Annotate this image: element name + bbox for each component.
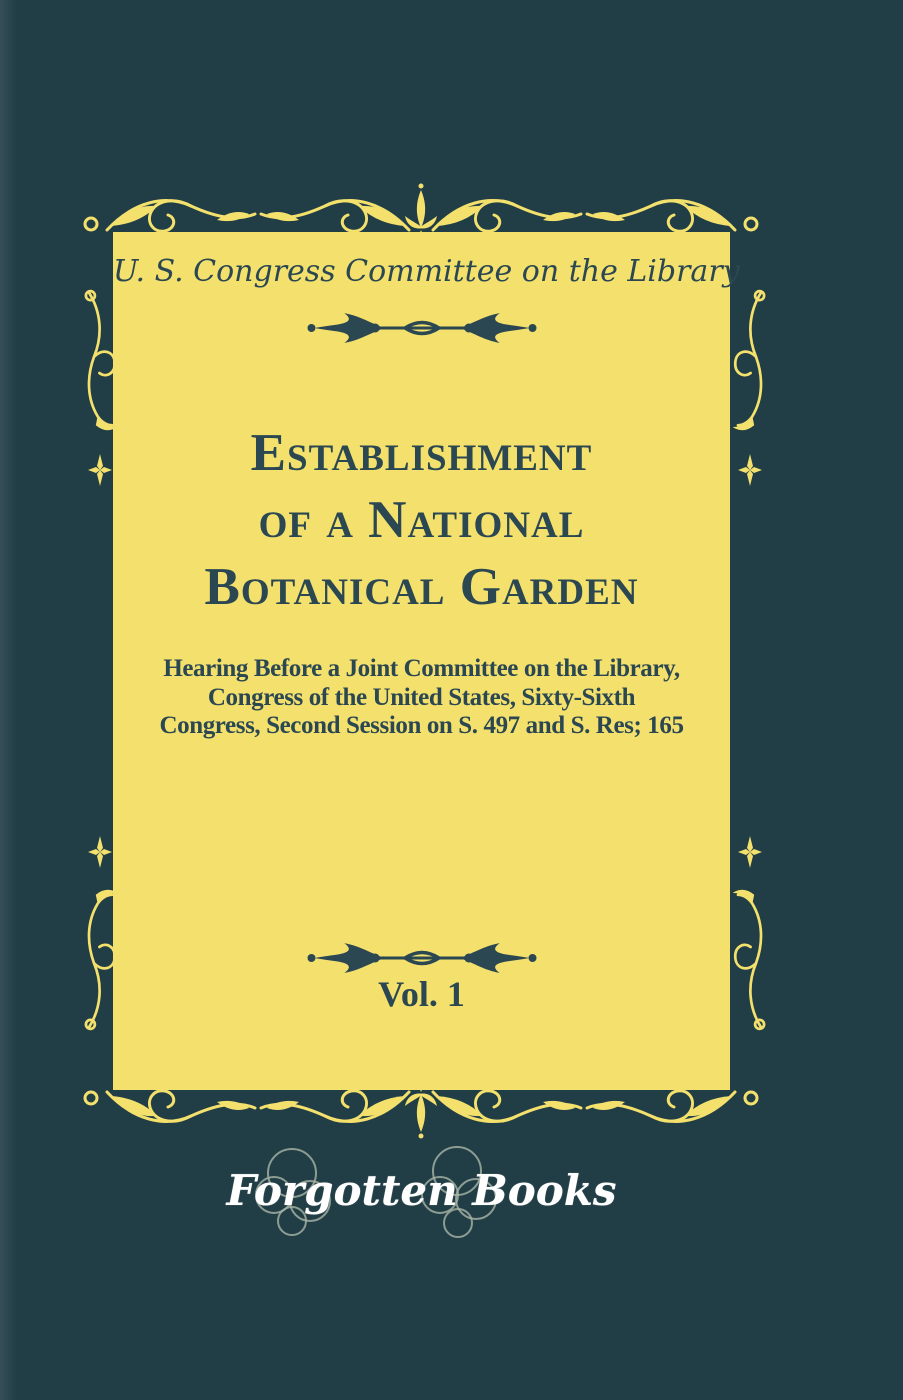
subtitle-line-3: Congress, Second Session on S. 497 and S. Res; 165 — [159, 712, 684, 739]
ornamental-divider-bottom — [304, 938, 539, 978]
title-line-3: Botanical Garden — [204, 558, 639, 616]
ornamental-divider-top — [304, 308, 539, 348]
book-title — [113, 420, 730, 621]
cover-edge-highlight — [0, 0, 16, 1400]
volume-label: Vol. 1 — [378, 974, 465, 1014]
forgotten-books-logo — [113, 1135, 730, 1245]
book-subtitle — [113, 655, 730, 741]
title-line-1: Establishment — [250, 424, 593, 482]
subtitle-line-1: Hearing Before a Joint Committee on the Library, — [163, 655, 680, 682]
title-line-2: of a National — [258, 491, 585, 549]
author-name: U. S. Congress Committee on the Library — [113, 254, 740, 289]
title-panel — [113, 232, 740, 1090]
subtitle-line-2: Congress of the United States, Sixty-Sixth — [207, 683, 636, 711]
publisher-name: Forgotten Books — [226, 1165, 617, 1215]
